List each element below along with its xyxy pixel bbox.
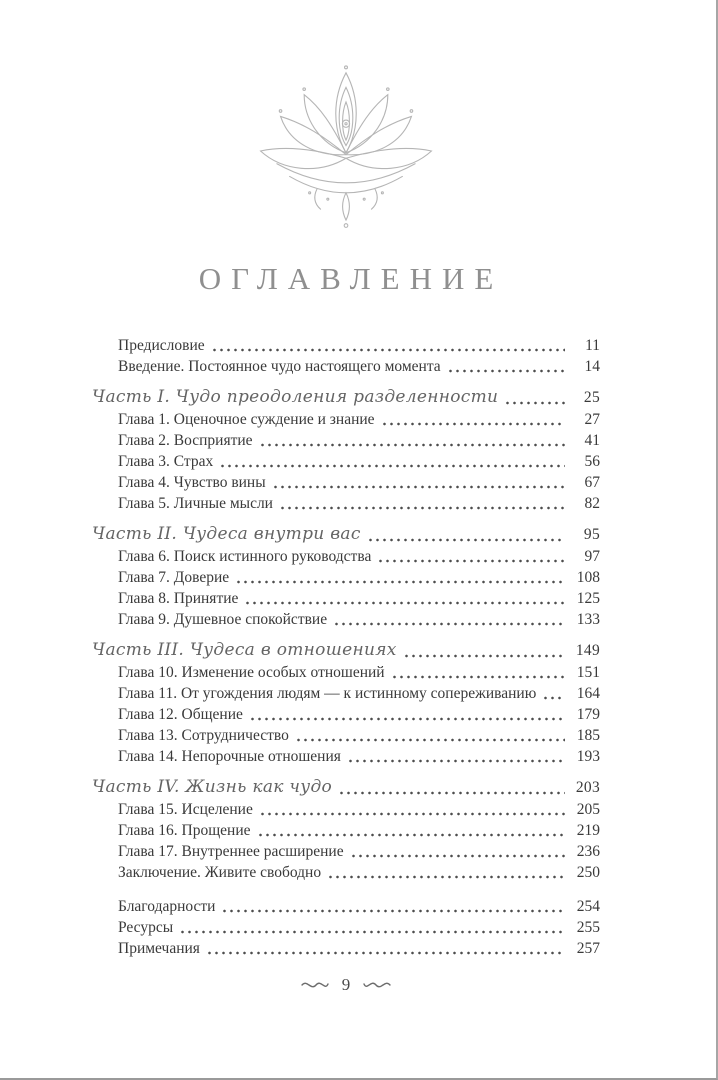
toc-entry	[92, 493, 600, 514]
toc-entry-label: Глава 6. Поиск истинного руководства	[118, 548, 372, 565]
toc-entry-label: Глава 14. Непорочные отношения	[118, 748, 341, 765]
toc-entry-page: 193	[576, 748, 600, 765]
dot-leader	[391, 675, 565, 679]
flourish-right-icon	[362, 979, 392, 991]
dot-leader	[447, 369, 565, 373]
toc-entry	[92, 917, 600, 938]
toc-entry	[92, 639, 600, 662]
dot-leader	[279, 506, 565, 510]
toc-entry-page: 151	[576, 664, 600, 681]
toc-entry	[92, 662, 600, 683]
toc-entry-page: 125	[576, 590, 600, 607]
toc-entry	[92, 472, 600, 493]
toc-entry-label: Глава 3. Страх	[118, 453, 214, 470]
toc-entry-page: 250	[576, 864, 600, 881]
toc-entry-label: Предисловие	[118, 337, 205, 354]
dot-leader	[295, 738, 565, 742]
toc-entry-page: 205	[576, 801, 600, 818]
toc-entry	[92, 546, 600, 567]
toc-entry-page: 108	[576, 569, 600, 586]
toc-entry-label: Глава 1. Оценочное суждение и знание	[118, 411, 375, 428]
page-content	[92, 60, 600, 995]
toc-entry	[92, 725, 600, 746]
page-title: ОГЛАВЛЕНИЕ	[198, 261, 504, 296]
dot-leader	[206, 951, 565, 955]
toc-entry-label: Глава 4. Чувство вины	[118, 474, 266, 491]
toc-entry	[92, 409, 600, 430]
toc-entry-page: 67	[584, 474, 600, 491]
toc-entry	[92, 704, 600, 725]
toc-entry-label: Глава 2. Восприятие	[118, 432, 253, 449]
toc-entry-page: 95	[583, 526, 600, 543]
toc-entry-label: Часть IV. Жизнь как чудо	[92, 777, 333, 797]
toc-entry	[92, 746, 600, 767]
toc-entry-label: Глава 17. Внутреннее расширение	[118, 843, 344, 860]
toc-entry-page: 254	[576, 898, 600, 915]
toc-entry-page: 14	[584, 358, 600, 375]
toc-entry-label: Заключение. Живите свободно	[118, 864, 322, 881]
dot-leader	[244, 601, 565, 605]
dot-leader	[257, 833, 565, 837]
dot-leader	[327, 875, 565, 879]
toc-entry	[92, 567, 600, 588]
toc-entry-page: 257	[576, 940, 600, 957]
toc-entry	[92, 335, 600, 356]
toc-entry-page: 255	[576, 919, 600, 936]
dot-leader	[504, 401, 565, 405]
toc-entry-page: 56	[584, 453, 600, 470]
toc-entry	[92, 862, 600, 883]
toc-entry	[92, 776, 600, 799]
dot-leader	[350, 854, 565, 858]
dot-leader	[347, 759, 565, 763]
toc-entry	[92, 609, 600, 630]
dot-leader	[211, 348, 565, 352]
toc-entry-page: 149	[575, 642, 600, 659]
toc-entry-page: 11	[585, 337, 600, 354]
toc-entry-label: Глава 12. Общение	[118, 706, 243, 723]
dot-leader	[235, 580, 565, 584]
toc-entry-label: Благодарности	[118, 898, 216, 915]
toc-entry	[92, 820, 600, 841]
toc-entry-label: Примечания	[118, 940, 200, 957]
toc-entry-page: 185	[576, 727, 600, 744]
toc-entry-page: 133	[576, 611, 600, 628]
dot-leader	[377, 559, 565, 563]
dot-leader	[542, 696, 565, 700]
toc-list	[92, 335, 600, 959]
toc-entry-page: 41	[584, 432, 600, 449]
dot-leader	[338, 791, 565, 795]
toc-entry-label: Глава 10. Изменение особых отношений	[118, 664, 385, 681]
toc-entry	[92, 896, 600, 917]
dot-leader	[179, 930, 565, 934]
toc-entry-page: 236	[576, 843, 600, 860]
dot-leader	[249, 717, 565, 721]
toc-entry	[92, 683, 600, 704]
dot-leader	[259, 443, 565, 447]
toc-entry-label: Глава 13. Сотрудничество	[118, 727, 289, 744]
page-footer	[92, 975, 600, 995]
toc-entry-label: Часть I. Чудо преодоления разделенности	[92, 387, 499, 407]
toc-entry	[92, 588, 600, 609]
toc-entry-label: Глава 15. Исцеление	[118, 801, 253, 818]
toc-entry-page: 25	[583, 389, 600, 406]
toc-entry	[92, 799, 600, 820]
toc-entry-label: Глава 7. Доверие	[118, 569, 230, 586]
flourish-left-icon	[300, 979, 330, 991]
toc-entry-label: Глава 5. Личные мысли	[118, 495, 273, 512]
toc-entry-label: Часть II. Чудеса внутри вас	[92, 524, 361, 544]
dot-leader	[219, 464, 565, 468]
toc-entry-page: 164	[576, 685, 600, 702]
dot-leader	[333, 622, 565, 626]
toc-entry-label: Глава 8. Принятие	[118, 590, 239, 607]
dot-leader	[221, 909, 565, 913]
toc-entry-page: 219	[576, 822, 600, 839]
toc-entry-label: Часть III. Чудеса в отношениях	[92, 640, 397, 660]
toc-entry-label: Глава 9. Душевное спокойствие	[118, 611, 328, 628]
toc-entry	[92, 356, 600, 377]
lotus-ornament-icon	[246, 60, 446, 247]
toc-entry-label: Введение. Постоянное чудо настоящего момента	[118, 358, 441, 375]
page-number: 9	[341, 975, 351, 994]
toc-entry-page: 97	[584, 548, 600, 565]
dot-leader	[272, 485, 565, 489]
toc-entry	[92, 523, 600, 546]
toc-entry	[92, 841, 600, 862]
toc-entry	[92, 451, 600, 472]
toc-entry-label: Ресурсы	[118, 919, 174, 936]
dot-leader	[403, 654, 565, 658]
toc-entry-page: 179	[576, 706, 600, 723]
toc-entry	[92, 430, 600, 451]
dot-leader	[367, 538, 565, 542]
toc-entry	[92, 386, 600, 409]
toc-entry-page: 27	[584, 411, 600, 428]
toc-entry-page: 82	[584, 495, 600, 512]
dot-leader	[381, 422, 565, 426]
toc-entry-label: Глава 16. Прощение	[118, 822, 251, 839]
toc-entry-page: 203	[575, 779, 600, 796]
toc-entry-label: Глава 11. От угождения людям — к истинному сопереживанию	[118, 685, 537, 702]
toc-entry	[92, 938, 600, 959]
dot-leader	[259, 812, 565, 816]
